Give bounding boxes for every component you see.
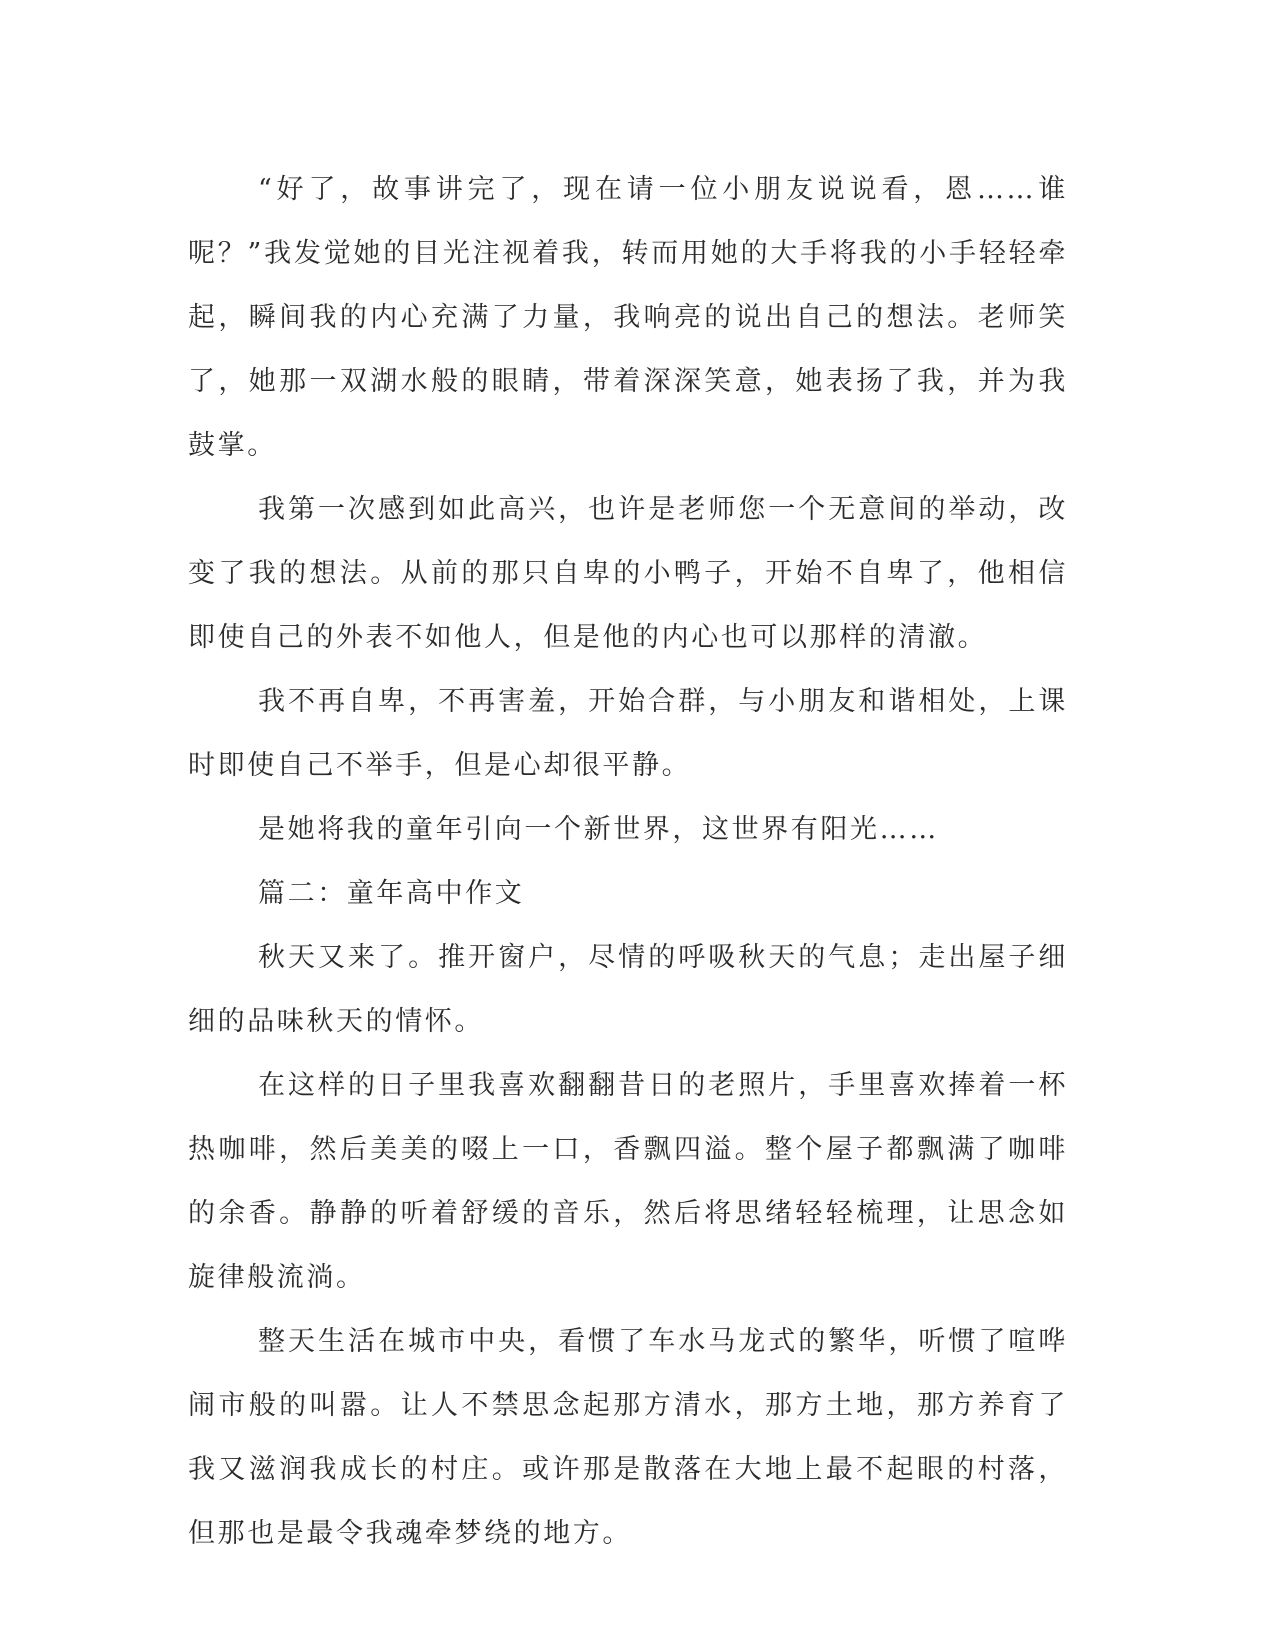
paragraph: 是她将我的童年引向一个新世界，这世界有阳光…… <box>258 814 939 845</box>
paragraph: 整天生活在城市中央，看惯了车水马龙式的繁华，听惯了喧哗闹市般的叫嚣。让人不禁思念起那方清水，那方土地，那方养育了我又滋润我成长的村庄。或许那是散落在大地上最不起眼的村落，但那也是最令我魂牵梦绕的地方。 <box>188 1326 1068 1549</box>
paragraph: 在这样的日子里我喜欢翻翻昔日的老照片，手里喜欢捧着一杯热咖啡，然后美美的啜上一口，香飘四溢。整个屋子都飘满了咖啡的余香。静静的听着舒缓的音乐，然后将思绪轻轻梳理，让思念如旋律般流淌。 <box>188 1070 1068 1293</box>
document-body <box>188 158 1068 1566</box>
paragraph: 秋天又来了。推开窗户，尽情的呼吸秋天的气息；走出屋子细细的品味秋天的情怀。 <box>188 942 1068 1037</box>
section-heading: 篇二：童年高中作文 <box>258 878 525 909</box>
paragraph: 我第一次感到如此高兴，也许是老师您一个无意间的举动，改变了我的想法。从前的那只自卑的小鸭子，开始不自卑了，他相信即使自己的外表不如他人，但是他的内心也可以那样的清澈。 <box>188 494 1068 653</box>
paragraph: 我不再自卑，不再害羞，开始合群，与小朋友和谐相处，上课时即使自己不举手，但是心却很平静。 <box>188 686 1068 781</box>
paragraph: “好了，故事讲完了，现在请一位小朋友说说看，恩……谁呢？”我发觉她的目光注视着我，转而用她的大手将我的小手轻轻牵起，瞬间我的内心充满了力量，我响亮的说出自己的想法。老师笑了，她那一双湖水般的眼睛，带着深深笑意，她表扬了我，并为我鼓掌。 <box>188 174 1068 461</box>
